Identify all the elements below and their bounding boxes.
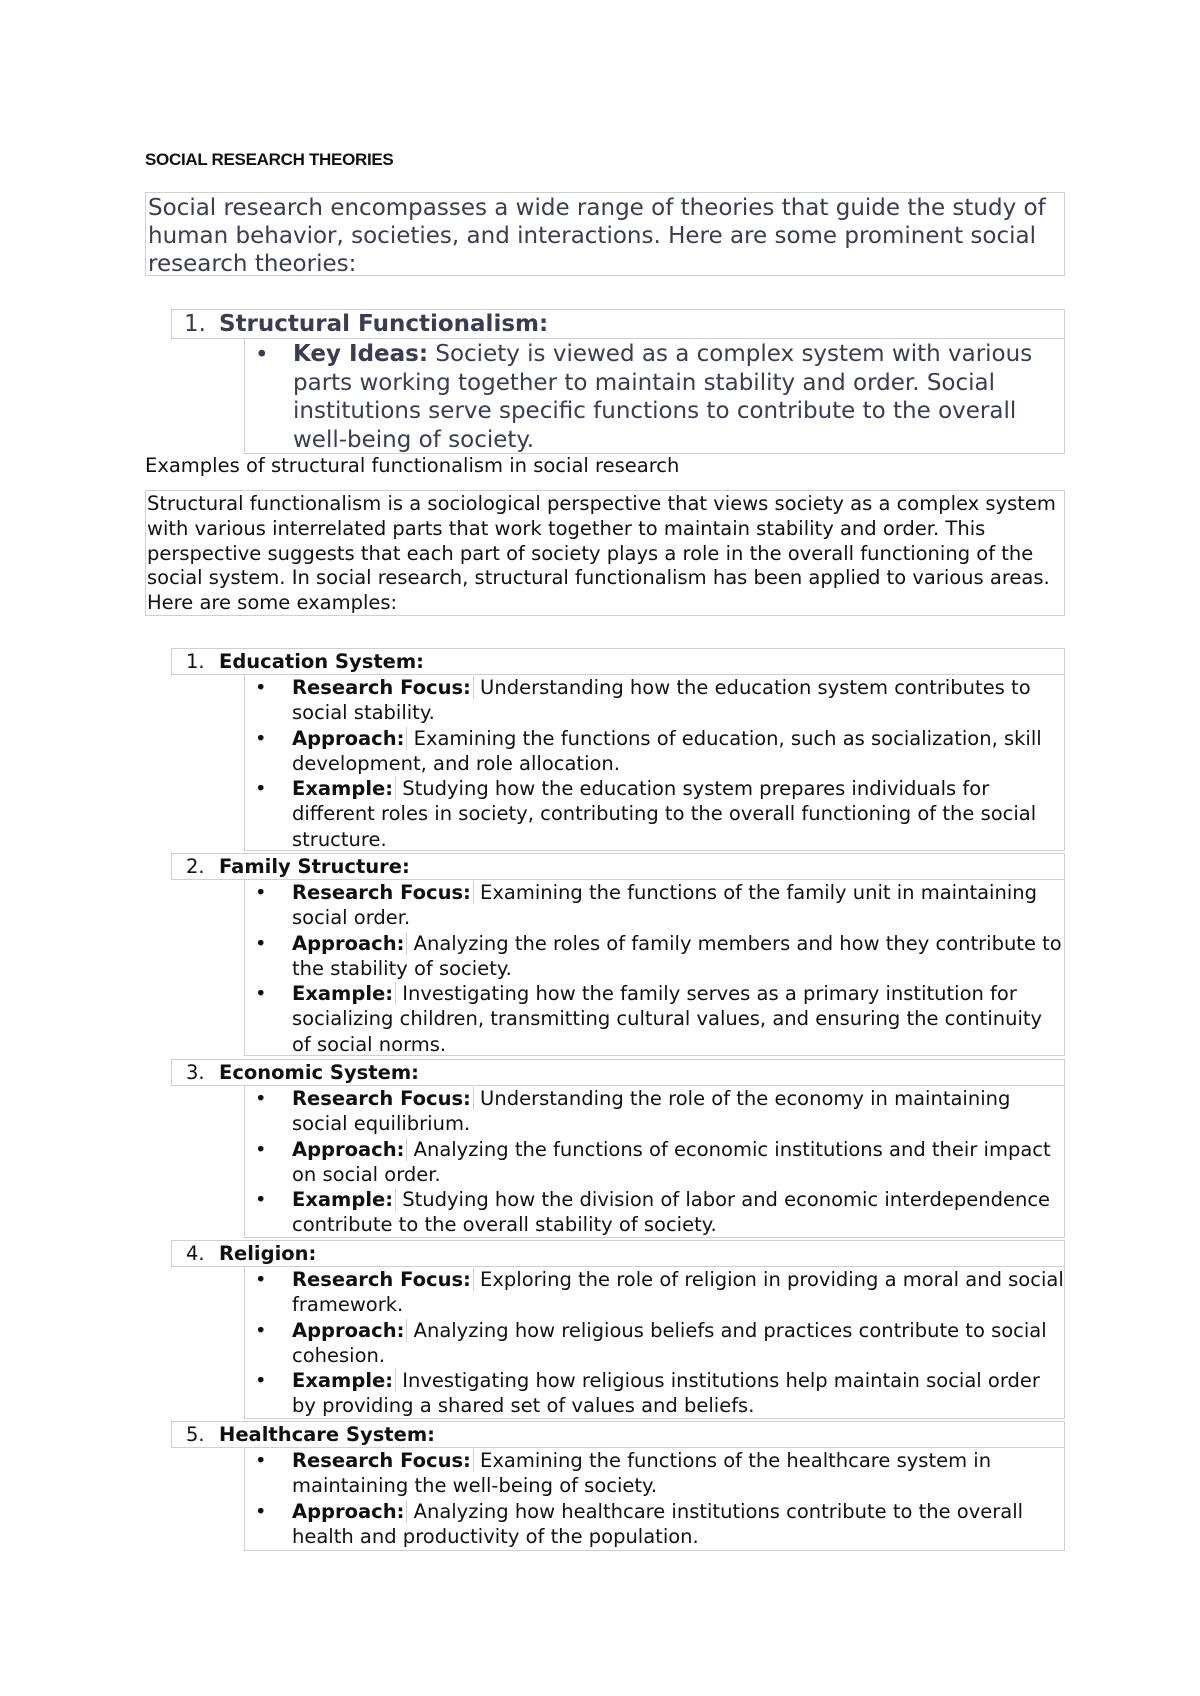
item-text: Analyzing how religious beliefs and practices contribute to social cohesion. — [292, 1318, 1047, 1367]
item-label: Approach: — [292, 1138, 407, 1161]
bullet-icon: • — [255, 1087, 267, 1110]
item-text: Understanding how the education system contributes to social stability. — [292, 676, 1031, 725]
list-item — [245, 931, 1064, 982]
key-ideas-block — [244, 338, 1065, 454]
section-heading — [171, 1421, 1065, 1448]
item-text: Investigating how the family serves as a primary institution for socializing children, transmitting cultural values, and ensuring the continuity of social norms. — [292, 982, 1043, 1056]
item-text: Investigating how religious institutions help maintain social order by providing a shared set of values and beliefs. — [292, 1369, 1040, 1418]
list-item — [245, 675, 1064, 726]
item-text: Understanding the role of the economy in maintaining social equilibrium. — [292, 1087, 1011, 1136]
list-item — [245, 1137, 1064, 1188]
list-item — [245, 1187, 1064, 1238]
bullet-icon: • — [255, 982, 267, 1006]
bullet-icon: • — [255, 1369, 267, 1393]
item-label: Approach: — [292, 932, 407, 955]
item-label: Research Focus: — [292, 881, 474, 904]
item-text: Examining the functions of the family unit in maintaining social order. — [292, 881, 1037, 930]
bullet-icon: • — [255, 1137, 267, 1161]
item-text: Studying how the education system prepares individuals for different roles in society, contributing to the overall functioning of the social structure. — [292, 777, 1037, 851]
list-item — [245, 726, 1064, 777]
bullet-icon: • — [255, 1318, 267, 1342]
section-number: 1. — [186, 650, 205, 673]
section-number: 3. — [186, 1061, 205, 1084]
examples-intro-paragraph: Structural functionalism is a sociological perspective that views society as a complex system with various interrelated parts that work together to maintain stability and order. This perspective suggests that each part of society plays a role in the overall functioning of the social system. In social research, structural functionalism has been applied to various areas. Here are some examples: — [145, 490, 1065, 616]
theory-heading — [171, 309, 1065, 339]
bullet-icon: • — [255, 726, 267, 750]
item-label: Research Focus: — [292, 676, 474, 699]
list-item — [245, 776, 1064, 852]
section-label: Economic System: — [219, 1061, 419, 1084]
item-label: Approach: — [292, 1500, 407, 1523]
examples-heading: Examples of structural functionalism in social research — [145, 454, 680, 477]
list-item — [245, 1267, 1064, 1318]
bullet-icon: • — [255, 676, 267, 699]
key-ideas-label: Key Ideas: — [293, 341, 429, 367]
list-item — [245, 1499, 1064, 1550]
bullet-icon: • — [255, 881, 267, 904]
section-label: Religion: — [219, 1242, 317, 1265]
bullet-icon: • — [255, 342, 269, 368]
section-body — [244, 674, 1065, 851]
item-label: Example: — [292, 982, 396, 1005]
item-text: Examining the functions of education, such as socialization, skill development, and role allocation. — [292, 726, 1042, 775]
item-label: Example: — [292, 1369, 396, 1392]
section-body — [244, 879, 1065, 1056]
list-item — [245, 981, 1064, 1057]
item-label: Example: — [292, 1188, 396, 1211]
bullet-icon: • — [255, 777, 267, 801]
section-label: Education System: — [219, 650, 424, 673]
bullet-icon: • — [255, 1268, 267, 1291]
section-heading — [171, 853, 1065, 880]
list-item — [245, 1368, 1064, 1419]
bullet-icon: • — [255, 931, 267, 955]
item-text: Examining the functions of the healthcare system in maintaining the well-being of society. — [292, 1449, 992, 1498]
item-text: Studying how the division of labor and economic interdependence contribute to the overall stability of society. — [292, 1188, 1051, 1237]
section-heading — [171, 1240, 1065, 1267]
page-title: SOCIAL RESEARCH THEORIES — [145, 150, 394, 169]
theory-label: Structural Functionalism: — [219, 311, 549, 337]
bullet-icon: • — [255, 1449, 267, 1472]
intro-paragraph: Social research encompasses a wide range of theories that guide the study of human behavior, societies, and interactions. Here are some prominent social research theories: — [145, 192, 1065, 276]
list-item — [245, 880, 1064, 931]
item-label: Research Focus: — [292, 1449, 474, 1472]
item-label: Example: — [292, 777, 396, 800]
section-body — [244, 1085, 1065, 1238]
list-item — [245, 1086, 1064, 1137]
bullet-icon: • — [255, 1499, 267, 1523]
section-heading — [171, 648, 1065, 675]
item-label: Research Focus: — [292, 1268, 474, 1291]
key-ideas-text — [293, 340, 1063, 454]
item-text: Analyzing the functions of economic institutions and their impact on social order. — [292, 1137, 1051, 1186]
section-number: 4. — [186, 1242, 205, 1265]
section-number: 2. — [186, 855, 205, 878]
key-ideas-body: Society is viewed as a complex system with various parts working together to maintain stability and order. Social institutions serve specific functions to contribute to the overall well-being of society. — [293, 341, 1033, 453]
item-text: Exploring the role of religion in providing a moral and social framework. — [292, 1268, 1064, 1317]
section-label: Healthcare System: — [219, 1423, 435, 1446]
item-text: Analyzing the roles of family members and how they contribute to the stability of society. — [292, 931, 1062, 980]
item-text: Analyzing how healthcare institutions contribute to the overall health and productivity of the population. — [292, 1499, 1024, 1548]
list-item — [245, 1318, 1064, 1369]
section-body — [244, 1447, 1065, 1551]
section-label: Family Structure: — [219, 855, 410, 878]
section-number: 5. — [186, 1423, 205, 1446]
section-heading — [171, 1059, 1065, 1086]
section-body — [244, 1266, 1065, 1419]
item-label: Research Focus: — [292, 1087, 474, 1110]
theory-number: 1. — [184, 311, 206, 337]
item-label: Approach: — [292, 727, 407, 750]
bullet-icon: • — [255, 1188, 267, 1212]
list-item — [245, 1448, 1064, 1499]
item-label: Approach: — [292, 1319, 407, 1342]
